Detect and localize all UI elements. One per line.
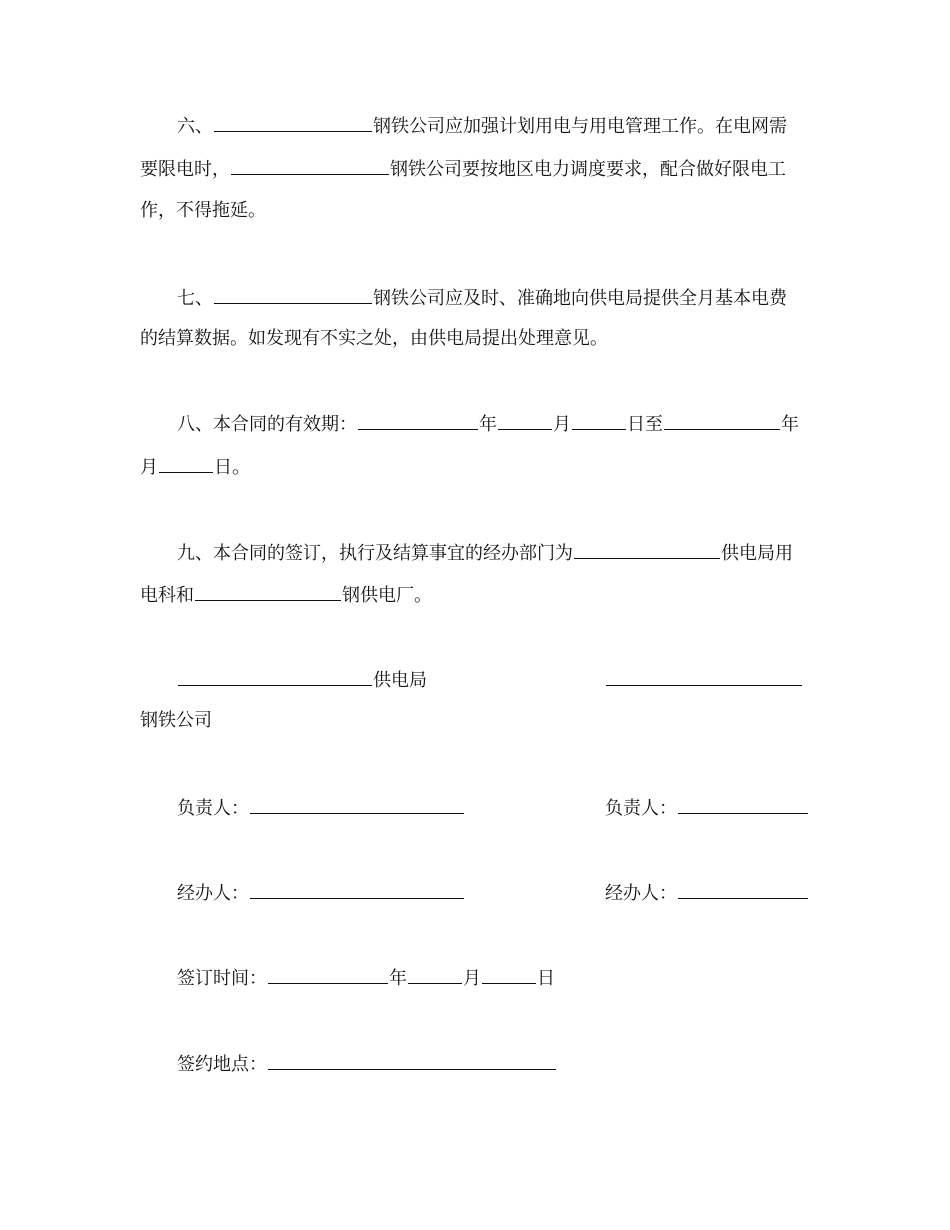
clause-6-line-1 bbox=[177, 113, 787, 137]
clause-6-blank-2[interactable] bbox=[231, 156, 389, 175]
clause-9-blank-2[interactable] bbox=[195, 582, 341, 601]
sign-month-blank[interactable] bbox=[408, 965, 462, 984]
clause-6-text-4: 作，不得拖延。 bbox=[140, 200, 266, 221]
clause-6-blank-1[interactable] bbox=[214, 113, 372, 132]
principal-b-blank[interactable] bbox=[678, 795, 808, 814]
clause-9-text-1: 九、本合同的签订，执行及结算事宜的经办部门为 bbox=[177, 543, 573, 564]
clause-6-text-3: 钢铁公司要按地区电力调度要求，配合做好限电工 bbox=[390, 159, 786, 180]
party-b-name-blank[interactable] bbox=[606, 667, 802, 686]
clause-8-line-2 bbox=[140, 454, 250, 478]
party-a-line bbox=[177, 667, 427, 691]
clause-6-line-3 bbox=[140, 199, 266, 223]
party-b-label: 钢铁公司 bbox=[140, 710, 212, 731]
principal-b-label: 负责人： bbox=[605, 798, 677, 819]
clause-6-text-1: 钢铁公司应加强计划用电与用电管理工作。在电网需 bbox=[373, 116, 787, 137]
clause-8-prefix: 八、本合同的有效期： bbox=[177, 414, 357, 435]
sign-place-line bbox=[177, 1051, 557, 1075]
party-b-blank-line bbox=[605, 667, 803, 691]
sign-month: 月 bbox=[463, 968, 481, 989]
clause-6-text-2: 要限电时， bbox=[140, 159, 230, 180]
sign-place-blank[interactable] bbox=[268, 1051, 556, 1070]
clause-8-month: 月 bbox=[553, 414, 571, 435]
clause-7-text-2: 的结算数据。如发现有不实之处，由供电局提出处理意见。 bbox=[140, 328, 608, 349]
clause-8-day-end: 日。 bbox=[214, 457, 250, 478]
clause-6-prefix: 六、 bbox=[177, 116, 213, 137]
principal-b-line bbox=[605, 795, 809, 819]
agent-b-label: 经办人： bbox=[605, 883, 677, 904]
sign-place-label: 签约地点： bbox=[177, 1054, 267, 1075]
sign-year: 年 bbox=[389, 968, 407, 989]
clause-8-day-to: 日至 bbox=[627, 414, 663, 435]
party-a-label: 供电局 bbox=[373, 670, 427, 691]
clause-9-line-2 bbox=[140, 582, 432, 606]
sign-time-line bbox=[177, 965, 555, 989]
party-a-name-blank[interactable] bbox=[178, 667, 372, 686]
clause-7-prefix: 七、 bbox=[177, 288, 213, 309]
clause-9-text-4: 钢供电厂。 bbox=[342, 585, 432, 606]
party-b-line bbox=[140, 709, 212, 733]
clause-7-text-1: 钢铁公司应及时、准确地向供电局提供全月基本电费 bbox=[373, 288, 787, 309]
clause-9-blank-1[interactable] bbox=[574, 540, 720, 559]
agent-a-label: 经办人： bbox=[177, 883, 249, 904]
clause-6-line-2 bbox=[140, 156, 786, 180]
principal-a-blank[interactable] bbox=[250, 795, 464, 814]
clause-7-line-1 bbox=[177, 285, 787, 309]
clause-9-line-1 bbox=[177, 540, 793, 564]
clause-8-year: 年 bbox=[479, 414, 497, 435]
clause-8-year2: 年 bbox=[781, 414, 799, 435]
clause-8-day-blank[interactable] bbox=[572, 411, 626, 430]
clause-9-text-2: 供电局用 bbox=[721, 543, 793, 564]
agent-a-line bbox=[177, 880, 465, 904]
clause-7-blank-1[interactable] bbox=[214, 285, 372, 304]
sign-day-blank[interactable] bbox=[482, 965, 536, 984]
sign-year-blank[interactable] bbox=[268, 965, 388, 984]
clause-7-line-2 bbox=[140, 327, 608, 351]
clause-8-month2: 月 bbox=[140, 457, 158, 478]
principal-a-label: 负责人： bbox=[177, 798, 249, 819]
sign-time-label: 签订时间： bbox=[177, 968, 267, 989]
agent-b-blank[interactable] bbox=[678, 880, 808, 899]
clause-9-text-3: 电科和 bbox=[140, 585, 194, 606]
agent-a-blank[interactable] bbox=[250, 880, 464, 899]
principal-a-line bbox=[177, 795, 465, 819]
clause-8-year-blank[interactable] bbox=[358, 411, 478, 430]
agent-b-line bbox=[605, 880, 809, 904]
clause-8-year2-blank[interactable] bbox=[664, 411, 780, 430]
clause-8-day2-blank[interactable] bbox=[159, 454, 213, 473]
clause-8-line-1 bbox=[177, 411, 799, 435]
clause-8-month-blank[interactable] bbox=[498, 411, 552, 430]
sign-day: 日 bbox=[537, 968, 555, 989]
